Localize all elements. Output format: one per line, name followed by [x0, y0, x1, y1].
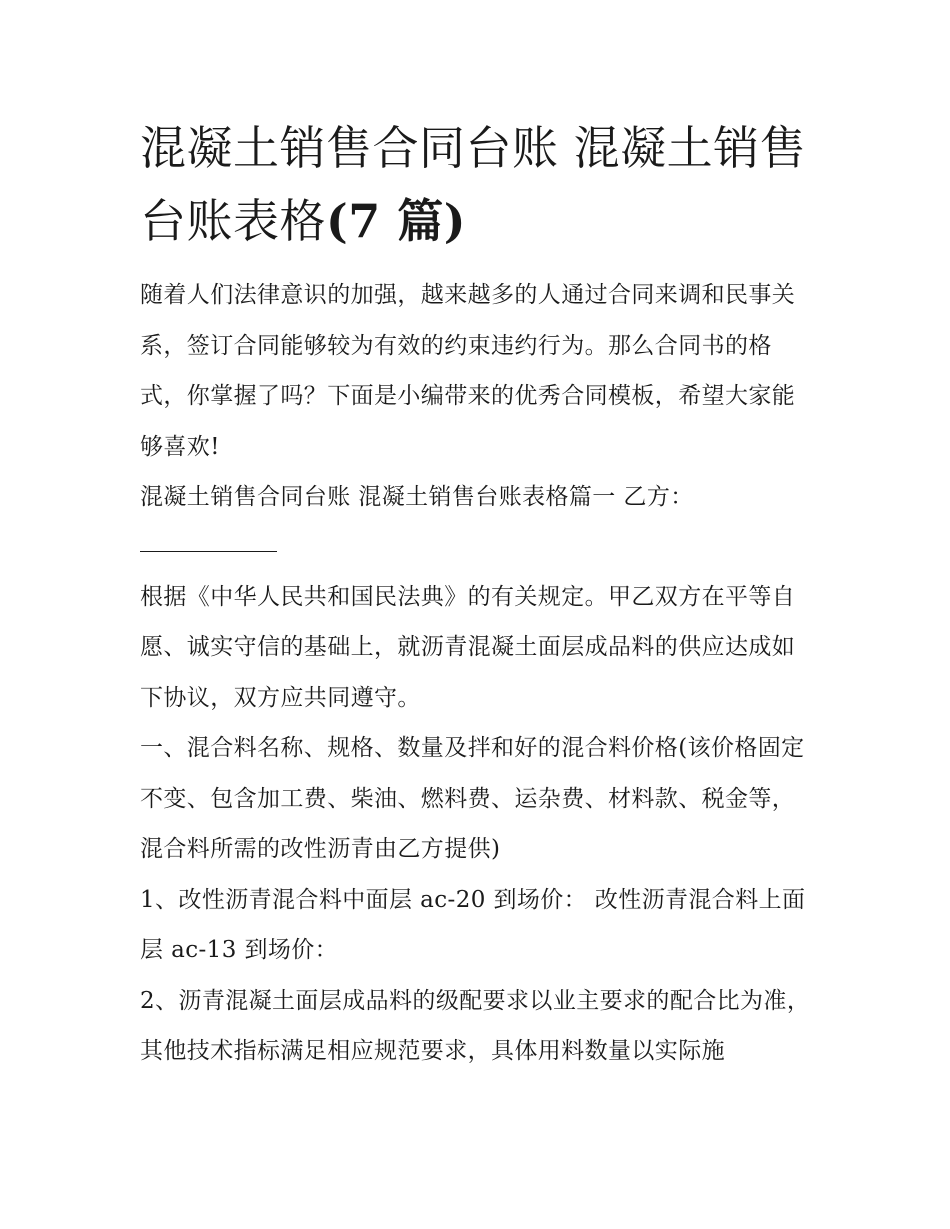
- document-page: [140, 112, 812, 1077]
- clause-one-paragraph: 一、混合料名称、规格、数量及拌和好的混合料价格(该价格固定不变、包含加工费、柴油、燃料费、运杂费、材料款、税金等，混合料所需的改性沥青由乙方提供): [140, 735, 805, 862]
- title-count-text: (7 篇): [326, 194, 467, 248]
- clause-one-item-2-paragraph: 2、沥青混凝土面层成品料的级配要求以业主要求的配合比为准，其他技术指标满足相应规范要求，具体用料数量以实际施: [140, 987, 811, 1064]
- title-main-text: 混凝土销售合同台账 混凝土销售台账表格: [140, 121, 807, 248]
- document-title: [140, 112, 812, 258]
- legal-basis-paragraph: 根据《中华人民共和国民法典》的有关规定。甲乙双方在平等自愿、诚实守信的基础上，就沥青混凝土面层成品料的供应达成如下协议，双方应共同遵守。: [140, 583, 796, 711]
- section-heading-paragraph: 混凝土销售合同台账 混凝土销售台账表格篇一 乙方：: [140, 484, 694, 510]
- clause-one-item-1-paragraph: 1、改性沥青混合料中面层 ac-20 到场价： 改性沥青混合料上面层 ac-13 到场价：: [140, 886, 806, 963]
- fill-in-blank-line: [140, 523, 277, 552]
- intro-paragraph: 随着人们法律意识的加强，越来越多的人通过合同来调和民事关系，签订合同能够较为有效的约束违约行为。那么合同书的格式，你掌握了吗？下面是小编带来的优秀合同模板，希望大家能够喜欢!: [140, 282, 796, 460]
